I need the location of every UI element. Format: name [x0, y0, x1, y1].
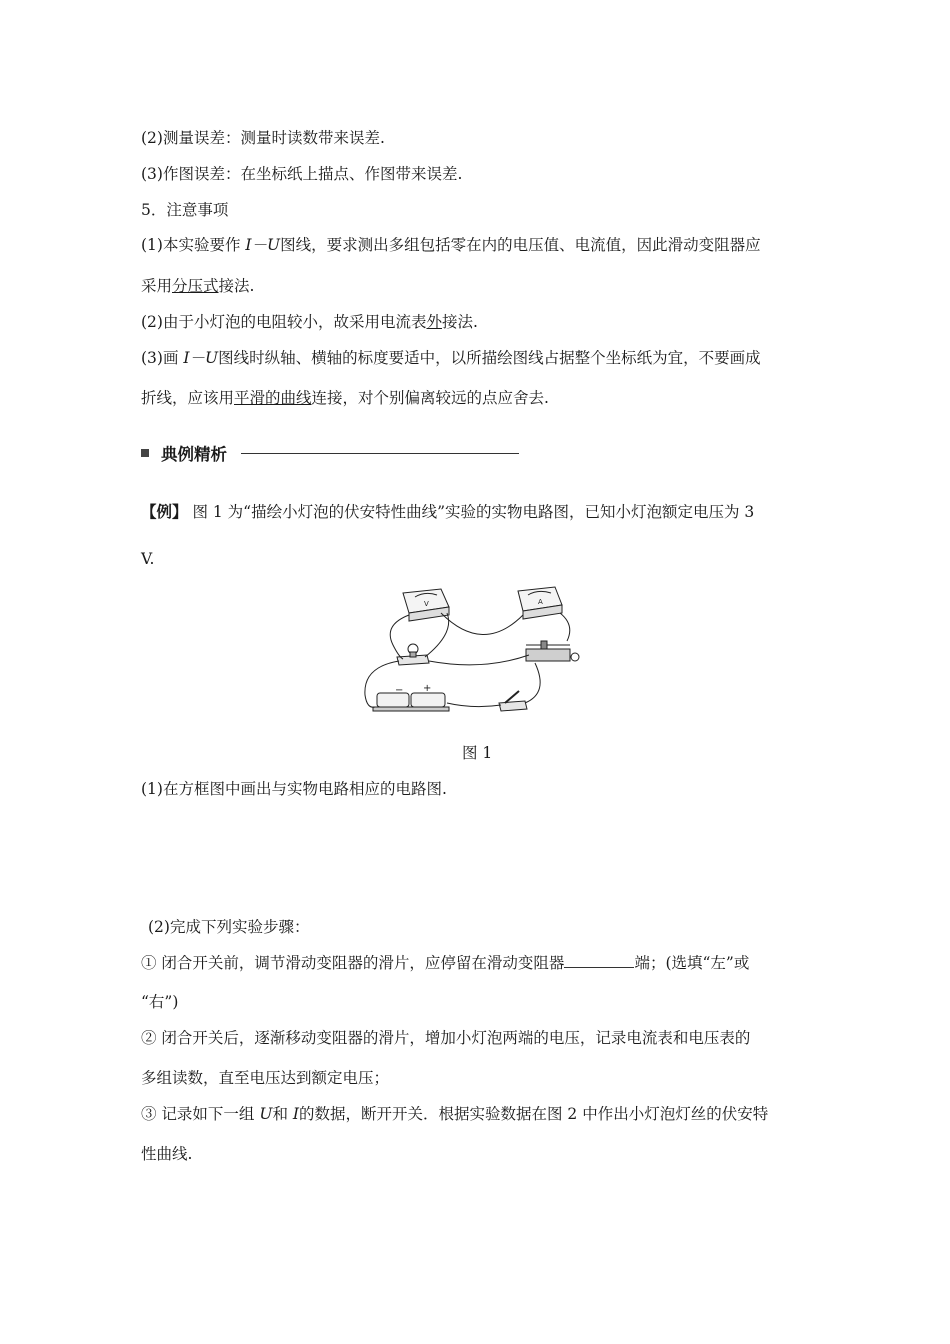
ammeter-label: A [538, 598, 543, 606]
step-1-line-2: “右”) [141, 993, 179, 1011]
note-item-1-line-1: (1)本实验要作 I－U图线，要求测出多组包括零在内的电压值、电流值，因此滑动变阻器应 [141, 236, 761, 254]
example-line-1: 【例】 图 1 为“描绘小灯泡的伏安特性曲线”实验的实物电路图，已知小灯泡额定电压为 3 [141, 502, 755, 521]
figure-caption: 图 1 [462, 744, 493, 762]
section-title: 典例精析 [161, 445, 227, 464]
example-label: 【例】 [141, 502, 188, 521]
answer-blank[interactable] [564, 952, 634, 968]
circuit-figure [363, 585, 589, 715]
variable-i: I [292, 1105, 299, 1123]
question-2: (2)完成下列实验步骤： [148, 918, 310, 936]
voltmeter-label: V [424, 600, 429, 608]
variable-u: U [259, 1105, 273, 1123]
note-item-2: (2)由于小灯泡的电阻较小，故采用电流表外接法. [141, 313, 478, 331]
step-3-line-2: 性曲线. [141, 1145, 193, 1163]
error-item-3: (3)作图误差：在坐标纸上描点、作图带来误差. [141, 165, 463, 183]
note-item-3-line-1: (3)画 I－U图线时纵轴、横轴的标度要适中，以所描绘图线占据整个坐标纸为宜，不要画成 [141, 349, 761, 367]
battery-plus-label: + [423, 683, 432, 694]
section-rule [241, 453, 519, 454]
underlined-term: 平滑的曲线 [234, 389, 312, 407]
note-item-3-line-2: 折线，应该用平滑的曲线连接，对个别偏离较远的点应舍去. [141, 389, 549, 407]
error-item-2: (2)测量误差：测量时读数带来误差. [141, 129, 385, 147]
note-item-1-line-2: 采用分压式接法. [141, 277, 255, 295]
notes-heading: 5．注意事项 [141, 201, 229, 219]
variable-iu: I－U [183, 349, 219, 367]
square-bullet-icon [141, 449, 149, 457]
step-1-line-1: ① 闭合开关前，调节滑动变阻器的滑片，应停留在滑动变阻器 端；(选填“左”或 [141, 954, 750, 972]
step-3-line-1: ③ 记录如下一组 U和 I的数据，断开开关．根据实验数据在图 2 中作出小灯泡灯丝的伏安特 [141, 1105, 769, 1123]
variable-iu: I－U [245, 236, 281, 254]
example-line-2: V. [141, 550, 155, 568]
underlined-term: 分压式 [172, 277, 219, 295]
circuit-diagram [363, 585, 589, 715]
underlined-term: 外 [426, 313, 442, 331]
question-1: (1)在方框图中画出与实物电路相应的电路图. [141, 780, 447, 798]
step-2-line-2: 多组读数，直至电压达到额定电压； [141, 1069, 390, 1087]
step-2-line-1: ② 闭合开关后，逐渐移动变阻器的滑片，增加小灯泡两端的电压，记录电流表和电压表的 [141, 1029, 751, 1047]
battery-minus-label: − [395, 685, 404, 696]
section-header [141, 441, 519, 465]
